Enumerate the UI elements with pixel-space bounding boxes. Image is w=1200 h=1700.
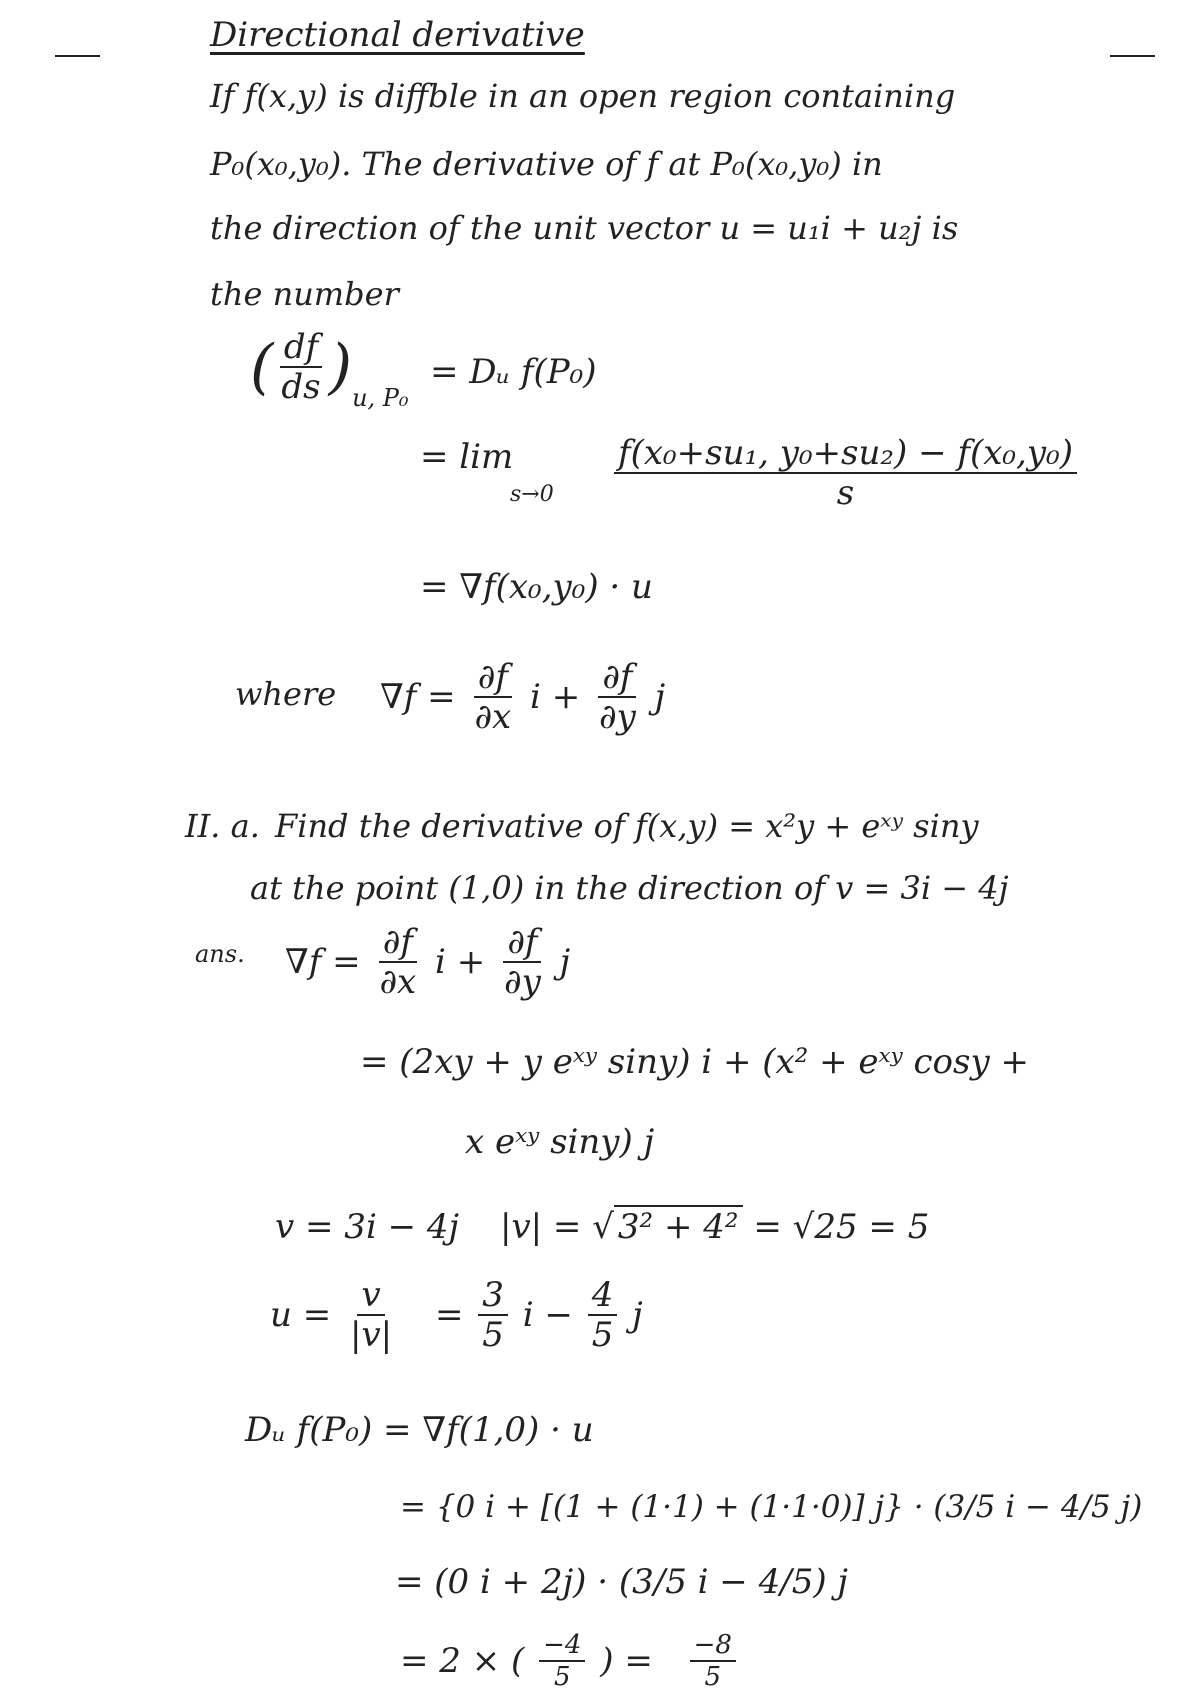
definition-line-2: P₀(x₀,y₀). The derivative of f at P₀(x₀,y₀) in — [210, 145, 883, 183]
result-denominator: 5 — [704, 1662, 722, 1692]
top-left-mark — [55, 55, 100, 57]
du-line-4-numerator: −4 — [539, 1632, 585, 1662]
result-numerator: −8 — [690, 1632, 736, 1662]
formula-limit-word: = lim — [420, 437, 514, 477]
answer-gradient-lhs: ∇f = — [285, 942, 361, 982]
page-title: Directional derivative — [210, 15, 585, 55]
unit-vector-lhs: u = — [270, 1295, 332, 1335]
problem-number: II. a. — [185, 807, 260, 845]
definition-line-1: If f(x,y) is diffble in an open region containing — [210, 77, 956, 115]
answer-term1-unit: i + — [435, 942, 486, 982]
formula-eq-1: = Dᵤ f(P₀) — [430, 352, 597, 392]
du-line-4 — [400, 1632, 740, 1690]
du-line-4-denominator: 5 — [554, 1662, 571, 1692]
answer-gradient-line-2: = (2xy + y eˣʸ siny) i + (x² + eˣʸ cosy + — [360, 1042, 1029, 1082]
unit-vector-c1-numerator: 3 — [478, 1278, 508, 1316]
definition-line-4: the number — [210, 275, 399, 313]
unit-vector-u — [270, 1275, 643, 1355]
vector-magnitude-result: = √25 = 5 — [753, 1207, 930, 1247]
formula-quotient-denominator: s — [836, 473, 855, 513]
answer-term2-unit: j — [559, 942, 571, 982]
formula-quotient-numerator: f(x₀+su₁, y₀+su₂) − f(x₀,y₀) — [614, 436, 1077, 474]
formula-eq-3: = ∇f(x₀,y₀) · u — [420, 567, 653, 607]
gradient-term2-unit: j — [654, 677, 666, 717]
unit-vector-equals: = — [434, 1295, 464, 1335]
gradient-lhs: ∇f = — [380, 677, 456, 717]
formula-lhs: ( $\frac{df}{ds}$ )$_{u, P_0}$ — [250, 327, 409, 412]
du-line-4-lhs: = 2 × ( — [400, 1641, 525, 1681]
definition-line-3: the direction of the unit vector u = u₁i + u₂j is — [210, 209, 959, 247]
formula-limit-subscript: s→0 — [510, 482, 554, 507]
top-right-mark — [1110, 55, 1155, 57]
unit-vector-c1-denominator: 5 — [482, 1315, 504, 1355]
vector-magnitude-lhs: |v| = — [500, 1207, 582, 1247]
formula-limit — [420, 437, 514, 477]
answer-term2-numerator: ∂f — [503, 925, 541, 963]
du-line-2: = {0 i + [(1 + (1·1) + (1·1·0)] j} · (3/5 i − 4/5 j) — [400, 1489, 1143, 1525]
du-line-4-close: ) = — [600, 1641, 653, 1681]
gradient-term1-unit: i + — [530, 677, 581, 717]
problem-line-2: at the point (1,0) in the direction of v = 3i − 4j — [250, 869, 1009, 907]
gradient-term1-denominator: ∂x — [474, 697, 512, 737]
answer-term2-denominator: ∂y — [504, 962, 541, 1002]
unit-vector-c2-denominator: 5 — [591, 1315, 614, 1355]
gradient-definition — [380, 657, 666, 737]
unit-vector-c2-unit: j — [632, 1295, 643, 1335]
formula-lhs-denominator: ds — [281, 367, 321, 407]
unit-vector-c2-numerator: 4 — [588, 1278, 618, 1316]
vector-magnitude-radicand: 3² + 4² — [614, 1205, 743, 1247]
answer-term1-numerator: ∂f — [379, 925, 417, 963]
formula-lhs-numerator: df — [280, 330, 322, 368]
answer-gradient — [285, 922, 571, 1002]
du-line-3: = (0 i + 2j) · (3/5 i − 4/5) j — [395, 1562, 848, 1602]
answer-term1-denominator: ∂x — [379, 962, 417, 1002]
gradient-term2-numerator: ∂f — [598, 660, 636, 698]
unit-vector-c1-unit: i − — [522, 1295, 573, 1335]
vector-v: v = 3i − 4j — [275, 1207, 460, 1247]
gradient-term2-denominator: ∂y — [599, 697, 636, 737]
answer-gradient-line-3: x eˣʸ siny) j — [465, 1122, 655, 1162]
formula-difference-quotient — [610, 433, 1081, 513]
answer-label: ans. — [195, 940, 245, 968]
formula-lhs-subscript: u, P₀ — [352, 384, 409, 412]
gradient-term1-numerator: ∂f — [474, 660, 512, 698]
unit-vector-frac-denominator: |v| — [350, 1315, 393, 1355]
unit-vector-frac-numerator: v — [357, 1278, 384, 1316]
problem-line-1: Find the derivative of f(x,y) = x²y + eˣʸ siny — [275, 807, 979, 845]
du-line-1: Dᵤ f(P₀) = ∇f(1,0) · u — [245, 1410, 594, 1450]
vector-magnitude: |v| = √ 3² + 4² = √25 = 5 — [500, 1207, 930, 1247]
where-label: where — [235, 675, 337, 713]
